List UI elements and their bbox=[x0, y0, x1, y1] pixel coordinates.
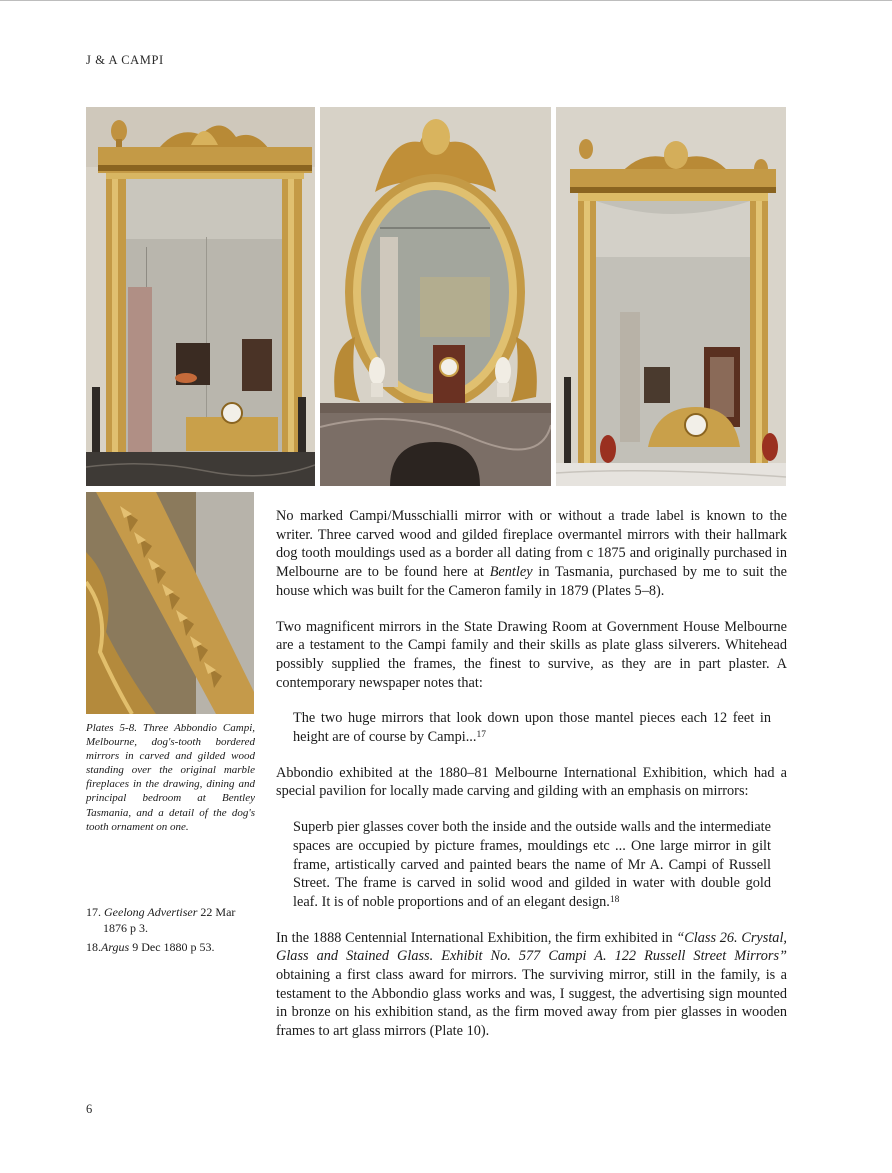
block-quote-2: Superb pier glasses cover both the inside and the outside walls and the intermediate spaces are occupied by picture frames, mouldings etc ... One large mirror in gilt frame, artistically carved and painted bears the name of Mr A. Campi of Russell Street. The frame is carved in solid wood and gilded in water with double gold leaf. It is of noble proportions and of an elegant design.$^{18}$ bbox=[293, 819, 771, 910]
footnote-text-cont: 1876 p 3. bbox=[103, 920, 148, 935]
paragraph-2: Two magnificent mirrors in the State Drawing Room at Government House Melbourne are a testament to the Campi family and their skills as plate glass silverers. Whitehead possibly supplied the frames, the finest to survive, as they are in part plaster. A contemporary newspaper notes that: bbox=[276, 618, 787, 691]
plate-6-photo bbox=[320, 107, 551, 486]
top-rule bbox=[0, 0, 892, 1]
block-quote-1: The two huge mirrors that look down upon those mantel pieces each 12 feet in height are of course by Campi...$^{17}$ bbox=[293, 710, 771, 746]
footnote-text: 9 Dec 1880 p 53. bbox=[129, 940, 215, 954]
footnote-ref-18: 18 bbox=[609, 894, 620, 905]
footnote-18 bbox=[86, 940, 256, 956]
footnote-number: 18. bbox=[86, 940, 101, 954]
footnote-17 bbox=[86, 905, 256, 936]
page-number: 6 bbox=[86, 1102, 93, 1116]
plate-5-photo bbox=[86, 107, 315, 486]
running-header: J & A CAMPI bbox=[86, 53, 164, 67]
plate-caption: Plates 5-8. Three Abbondio Campi, Melbourne, dog's-tooth bordered mirrors in carved and gilded wood standing over the original marble fireplaces in the drawing, dining and principal bedroom at Bentley Tasmania, and a detail of the dog's tooth ornament on one. bbox=[86, 722, 255, 833]
paragraph-4: In the 1888 Centennial International Exhibition, the firm exhibited in “Class 26. Crystal, Glass and Stained Glass. Exhibit No. 577 Campi A. 122 Russell Street Mirrors” obtaining a first class award for mirrors. The surviving mirror, still in the family, is a testament to the Abbondio glass works and was, I suggest, the advertising sign mounted in bronze on his exhibition stand, as the firm moved away from pier glasses in wooden frames to art glass mirrors (Plate 10). bbox=[276, 929, 787, 1040]
plate-8-detail-photo bbox=[86, 492, 254, 714]
paragraph-3: Abbondio exhibited at the 1880–81 Melbourne International Exhibition, which had a special pavilion for locally made carving and gilding with an emphasis on mirrors: bbox=[276, 764, 787, 800]
plate-7-photo bbox=[556, 107, 786, 486]
footnote-ref-17: 17 bbox=[476, 730, 486, 741]
footnote-source: Geelong Advertiser bbox=[104, 905, 198, 919]
paragraph-1: No marked Campi/Musschialli mirror with or without a trade label is known to the writer. Three carved wood and gilded fireplace overmantel mirrors with their hallmark dog tooth mouldings used as a border all dating from c 1875 and originally purchased in Melbourne are to be found here at Bentley in Tasmania, purchased by me to suit the house which was built for the Cameron family in 1879 (Plates 5–8). bbox=[276, 508, 787, 599]
footnote-source: Argus bbox=[101, 940, 130, 954]
main-text bbox=[276, 507, 787, 1058]
footnote-number: 17. bbox=[86, 905, 101, 919]
footnote-text: 22 Mar bbox=[197, 905, 236, 919]
